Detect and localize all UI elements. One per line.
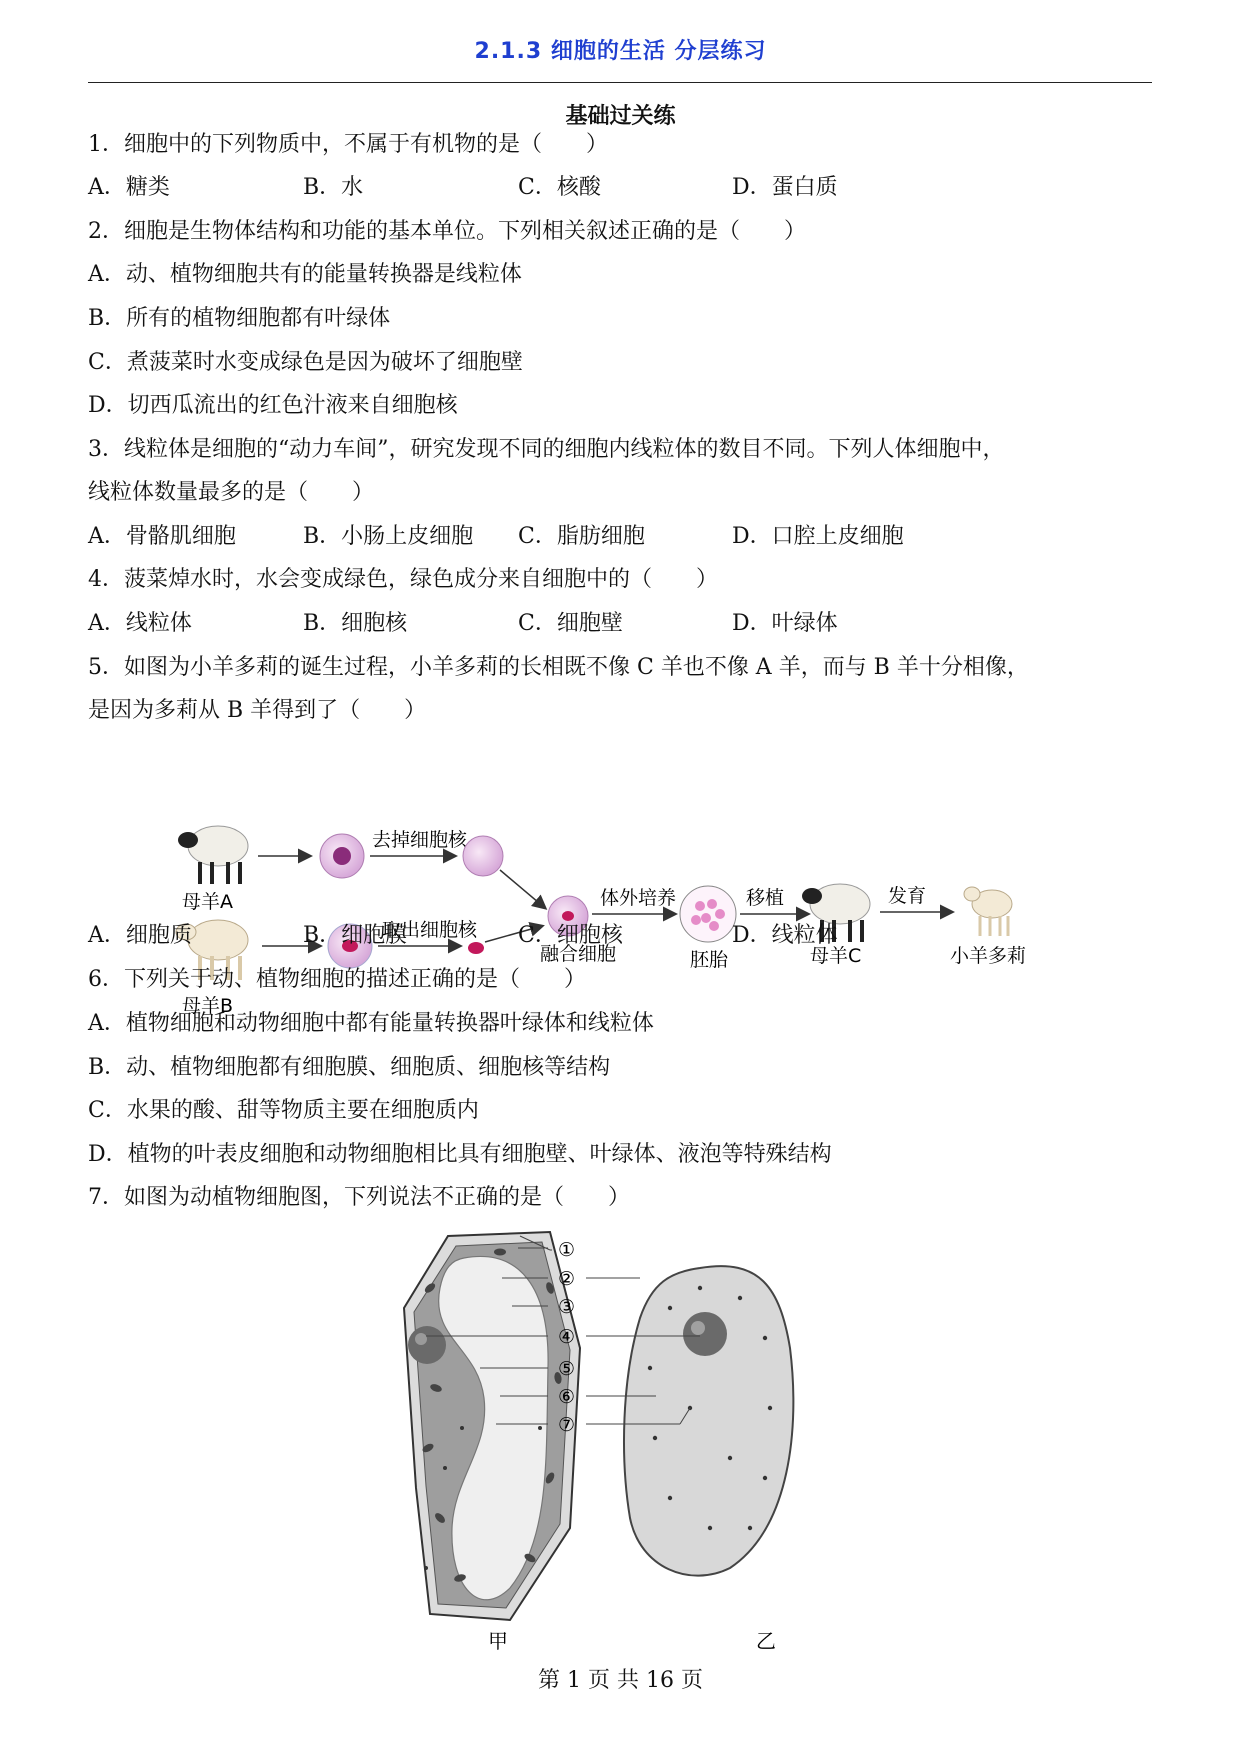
egg-cell-a [320, 834, 364, 878]
marker-1: ① [558, 1239, 576, 1261]
question-4-option-c: C．细胞壁 [518, 611, 623, 636]
sheep-a-icon [178, 826, 248, 884]
embryo-label: 胚胎 [690, 949, 729, 971]
lamb-icon [964, 887, 1012, 936]
in-vitro-culture-label: 体外培养 [600, 887, 677, 909]
question-7-stem: 7．如图为动植物细胞图，下列说法不正确的是（ ） [88, 1185, 630, 1210]
enucleated-egg-cell [463, 836, 503, 876]
embryo-icon [680, 886, 736, 942]
question-3-option-d: D．口腔上皮细胞 [732, 524, 904, 549]
animal-nucleus [683, 1312, 727, 1356]
question-6-option-a: A．植物细胞和动物细胞中都有能量转换器叶绿体和线粒体 [88, 1011, 654, 1036]
question-2-option-a: A．动、植物细胞共有的能量转换器是线粒体 [88, 262, 522, 287]
question-1-option-b: B．水 [303, 175, 364, 200]
marker-6: ⑥ [558, 1386, 576, 1408]
question-3-option-b: B．小肠上皮细胞 [303, 524, 474, 549]
question-4-stem: 4．菠菜焯水时，水会变成绿色，绿色成分来自细胞中的（ ） [88, 567, 718, 592]
question-5-stem-line-1: 5．如图为小羊多莉的诞生过程，小羊多莉的长相既不像 C 羊也不像 A 羊，而与 B 羊十分相像， [88, 655, 1029, 680]
question-5-option-b: B．细胞膜 [303, 923, 408, 948]
plant-nucleus [408, 1326, 446, 1364]
fused-cell-label: 融合细胞 [540, 943, 617, 965]
question-6-option-b: B．动、植物细胞都有细胞膜、细胞质、细胞核等结构 [88, 1055, 611, 1080]
question-2-option-c: C．煮菠菜时水变成绿色是因为破坏了细胞壁 [88, 350, 523, 375]
question-1-option-d: D．蛋白质 [732, 175, 838, 200]
marker-2: ② [558, 1268, 576, 1290]
question-2-option-d: D．切西瓜流出的红色汁液来自细胞核 [88, 393, 458, 418]
document-title: 2.1.3 细胞的生活 分层练习 [474, 39, 767, 64]
question-6-option-c: C．水果的酸、甜等物质主要在细胞质内 [88, 1098, 479, 1123]
sheep-c-label: 母羊C [810, 945, 862, 967]
question-6-stem: 6．下列关于动、植物细胞的描述正确的是（ ） [88, 967, 586, 992]
marker-7: ⑦ [558, 1414, 576, 1436]
question-4-option-a: A．线粒体 [88, 611, 192, 636]
transplant-label: 移植 [746, 887, 785, 909]
question-4-option-b: B．细胞核 [303, 611, 408, 636]
marker-5: ⑤ [558, 1358, 576, 1380]
question-3-option-a: A．骨骼肌细胞 [88, 524, 236, 549]
question-2-option-b: B．所有的植物细胞都有叶绿体 [88, 306, 391, 331]
question-1-option-c: C．核酸 [518, 175, 601, 200]
lamb-label: 小羊多莉 [950, 945, 1027, 967]
plant-nucleolus [415, 1333, 427, 1345]
sheep-b-label: 母羊B [182, 995, 234, 1017]
marker-3: ③ [558, 1296, 576, 1318]
question-2-stem: 2．细胞是生物体结构和功能的基本单位。下列相关叙述正确的是（ ） [88, 219, 806, 244]
question-1-stem: 1．细胞中的下列物质中，不属于有机物的是（ ） [88, 132, 608, 157]
question-4-option-d: D．叶绿体 [732, 611, 838, 636]
sheep-a-label: 母羊A [182, 891, 233, 913]
question-3-stem-line-2: 线粒体数量最多的是（ ） [88, 480, 375, 505]
extracted-nucleus [468, 942, 484, 954]
marker-4: ④ [558, 1326, 576, 1348]
question-5-option-d: D．线粒体 [732, 923, 838, 948]
section-title: 基础过关练 [565, 103, 676, 129]
page-footer: 第 1 页 共 16 页 [538, 1668, 703, 1693]
header-divider [88, 82, 1152, 83]
question-5-stem-line-2: 是因为多莉从 B 羊得到了（ ） [88, 698, 427, 723]
question-1-option-a: A．糖类 [88, 175, 170, 200]
question-5-option-a: A．细胞质 [88, 923, 192, 948]
plant-cell-label: 甲 [488, 1629, 508, 1653]
animal-cell-label: 乙 [756, 1629, 776, 1653]
take-nucleus-label: 取出细胞核 [382, 919, 478, 941]
animal-nucleolus [691, 1321, 705, 1335]
question-5-option-c: C．细胞核 [518, 923, 623, 948]
plant-cell [404, 1232, 580, 1620]
cell-diagram-figure [400, 1228, 860, 1658]
develop-label: 发育 [888, 885, 927, 907]
question-3-option-c: C．脂肪细胞 [518, 524, 645, 549]
remove-nucleus-label: 去掉细胞核 [372, 829, 468, 851]
question-6-option-d: D．植物的叶表皮细胞和动物细胞相比具有细胞壁、叶绿体、液泡等特殊结构 [88, 1142, 832, 1167]
question-3-stem-line-1: 3．线粒体是细胞的“动力车间”，研究发现不同的细胞内线粒体的数目不同。下列人体细胞中， [88, 437, 1005, 462]
